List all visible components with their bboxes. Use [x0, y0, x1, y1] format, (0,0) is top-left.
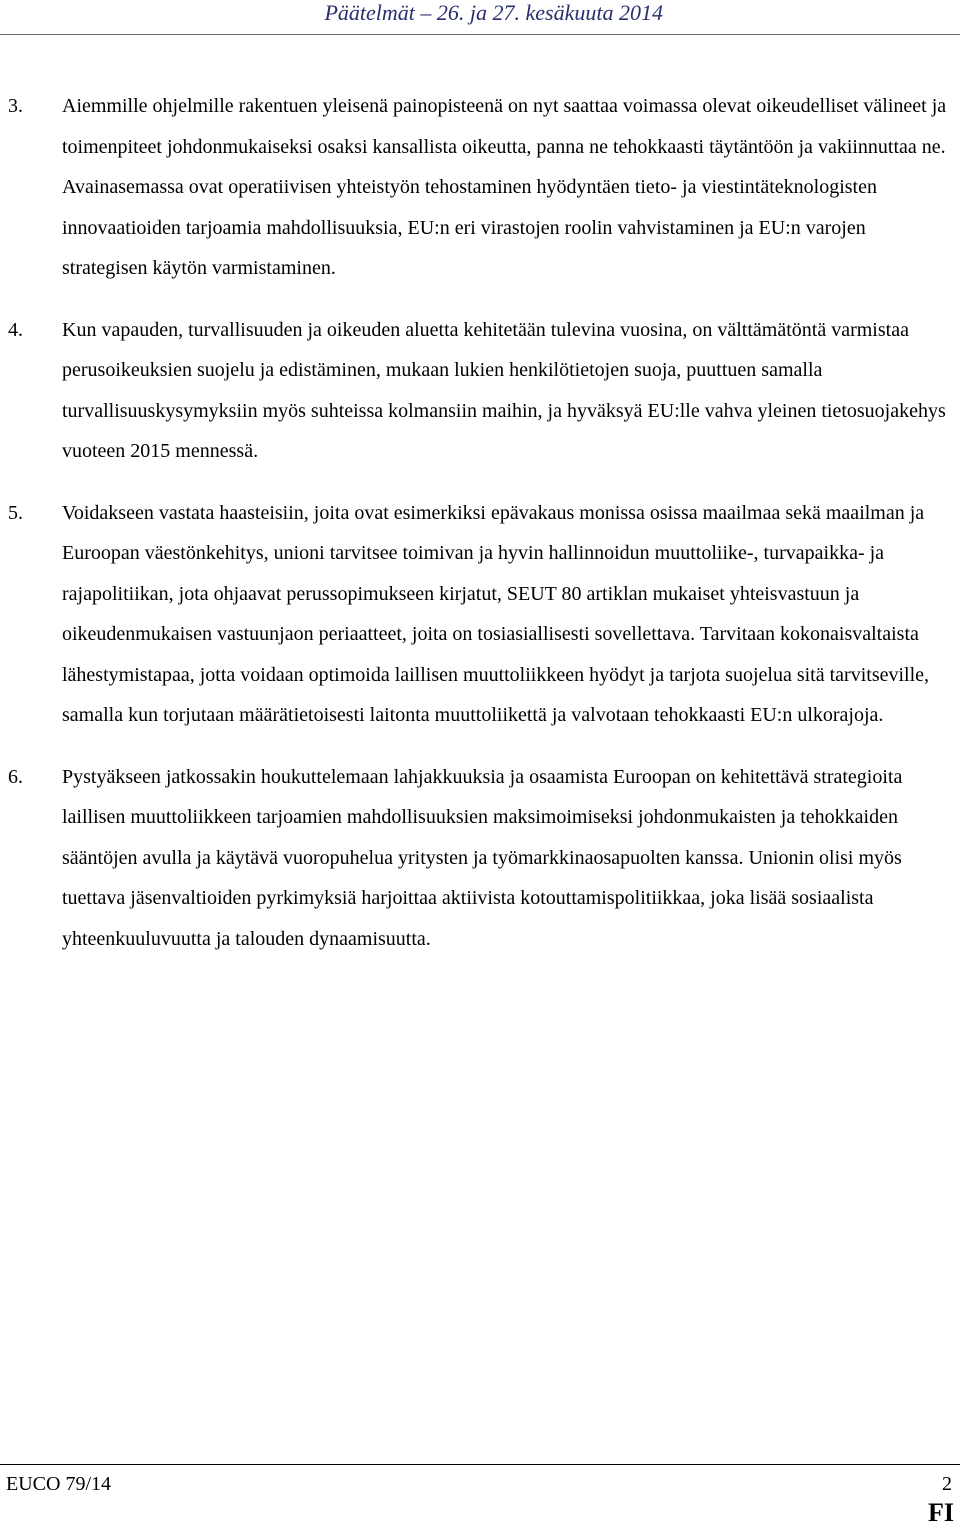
header-divider — [0, 34, 960, 35]
paragraph-number: 4. — [8, 318, 23, 341]
page-number: 2 — [942, 1473, 952, 1495]
paragraph-text: Kun vapauden, turvallisuuden ja oikeuden aluetta kehitetään tulevina vuosina, on välttämätöntä varmistaa perusoikeuksien suojelu ja edistäminen, mukaan lukien henkilötietojen suoja, puuttuen samalla turvallisuuskysymyksiin myös suhteissa kolmansiin maihin, ja hyväksyä EU:lle vahva yleinen tietosuojakehys vuoteen 2015 mennessä. — [62, 318, 946, 462]
paragraph-3 — [0, 86, 960, 289]
page-header — [0, 0, 960, 40]
paragraph-4 — [0, 310, 960, 472]
paragraph-text: Voidakseen vastata haasteisiin, joita ovat esimerkiksi epävakaus monissa osissa maailmaa sekä maailman ja Euroopan väestönkehitys, unioni tarvitsee toimivan ja hyvin hallinnoidun muuttoliike-, turvapaikka- ja rajapolitiikan, jota ohjaavat perussopimukseen kirjatut, SEUT 80 artiklan mukaiset yhteisvastuun ja oikeudenmukaisen vastuunjaon periaatteet, joita on tosiasiallisesti sovellettava. Tarvitaan kokonaisvaltaista lähestymistapaa, jotta voidaan optimoida laillisen muuttoliikkeen hyödyt ja tarjota suojelua sitä tarvitseville, samalla kun torjutaan määrätietoisesti laitonta muuttoliikettä ja valvotaan tehokkaasti EU:n ulkorajoja. — [62, 501, 930, 726]
paragraph-number: 5. — [8, 501, 23, 524]
paragraph-text: Pystyäkseen jatkossakin houkuttelemaan lahjakkuuksia ja osaamista Euroopan on kehitettävä strategioita laillisen muuttoliikkeen tarjoamien mahdollisuuksien maksimoimiseksi johdonmukaisten ja tehokkaiden sääntöjen avulla ja käytävä vuoropuhelua yritysten ja työmarkkinaosapuolten kanssa. Unionin olisi myös tuettava jäsenvaltioiden pyrkimyksiä harjoittaa aktiivista kotouttamispolitiikkaa, joka lisää sosiaalista yhteenkuuluvuutta ja talouden dynaamisuutta. — [62, 765, 903, 950]
language-code: FI — [928, 1498, 954, 1527]
paragraph-5 — [0, 493, 960, 736]
document-reference: EUCO 79/14 — [6, 1473, 111, 1495]
paragraph-number: 6. — [8, 765, 23, 788]
paragraph-text: Aiemmille ohjelmille rakentuen yleisenä painopisteenä on nyt saattaa voimassa olevat oikeudelliset välineet ja toimenpiteet johdonmukaiseksi osaksi kansallista oikeutta, panna ne tehokkaasti täytäntöön ja vakiinnuttaa ne. Avainasemassa ovat operatiivisen yhteistyön tehostaminen hyödyntäen tieto- ja viestintäteknologisten innovaatioiden tarjoamia mahdollisuuksia, EU:n eri virastojen roolin vahvistaminen ja EU:n varojen strategisen käytön varmistaminen. — [62, 95, 947, 279]
paragraph-number: 3. — [8, 95, 23, 117]
numbered-paragraph-list — [0, 86, 960, 980]
paragraph-6 — [0, 757, 960, 960]
document-title: Päätelmät – 26. ja 27. kesäkuuta 2014 — [324, 0, 663, 25]
footer-divider — [0, 1464, 960, 1465]
